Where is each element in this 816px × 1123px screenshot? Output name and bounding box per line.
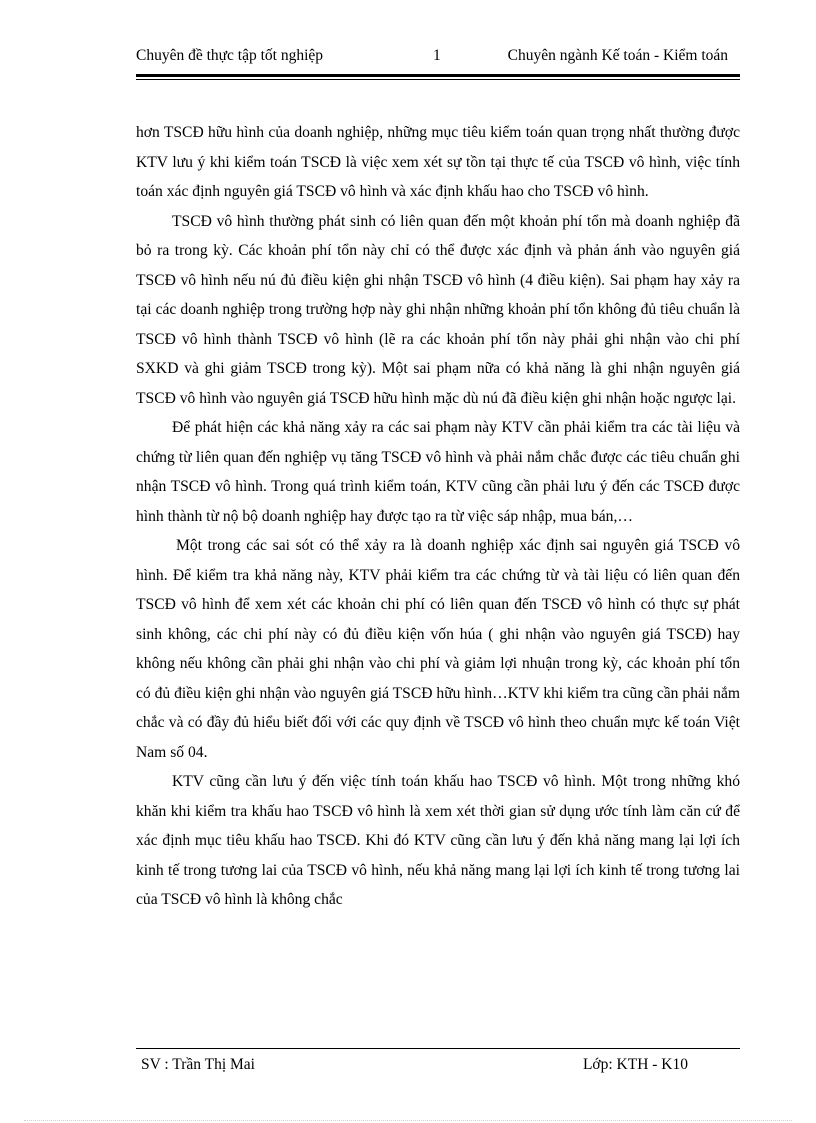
page-edge-dots — [24, 1120, 792, 1121]
footer-student: SV : Trần Thị Mai — [141, 1056, 255, 1073]
body-text — [136, 118, 740, 915]
paragraph: Để phát hiện các khả năng xảy ra các sai phạm này KTV cần phải kiểm tra các tài liệu và chứng từ liên quan đến nghiệp vụ tăng TSCĐ vô hình và phải nắm chắc được các tiêu chuẩn ghi nhận TSCĐ vô hình. Trong quá trình kiểm toán, KTV cũng cần phải lưu ý đến các TSCĐ được hình thành từ nộ bộ doanh nghiệp hay được tạo ra từ việc sáp nhập, mua bán,… — [136, 419, 740, 525]
header-major: Chuyên ngành Kế toán - Kiểm toán — [507, 47, 728, 64]
paragraph: TSCĐ vô hình thường phát sinh có liên quan đến một khoản phí tổn mà doanh nghiệp đã bỏ ra trong kỳ. Các khoản phí tổn này chỉ có thể được xác định và phản ánh vào nguyên giá TSCĐ vô hình nếu nú đủ điều kiện ghi nhận TSCĐ vô hình (4 điều kiện). Sai phạm hay xảy ra tại các doanh nghiệp trong trường hợp này ghi nhận những khoản phí tổn không đủ tiêu chuẩn là TSCĐ vô hình thành TSCĐ vô hình (lẽ ra các khoản phí tổn này phải ghi nhận vào chi phí SXKD và ghi giảm TSCĐ trong kỳ). Một sai phạm nữa có khả năng là ghi nhận nguyên giá TSCĐ vô hình vào nguyên giá TSCĐ hữu hình mặc dù nú đã điều kiện ghi nhận hoặc ngược lại. — [136, 212, 740, 407]
paragraph: Một trong các sai sót có thể xảy ra là doanh nghiệp xác định sai nguyên giá TSCĐ vô hình. Để kiểm tra khả năng này, KTV phải kiểm tra các chứng từ và tài liệu có liên quan đến TSCĐ vô hình để xem xét các khoản chi phí có liên quan đến TSCĐ vô hình có thực sự phát sinh không, các chi phí này có đủ điều kiện vốn húa ( ghi nhận vào nguyên giá TSCĐ) hay không nếu không cần phải ghi nhận vào chi phí và giảm lợi nhuận trong kỳ, các khoản phí tổn có đủ điều kiện ghi nhận vào nguyên giá TSCĐ hữu hình…KTV khi kiểm tra cũng cần phải nắm chắc và có đầy đủ hiểu biết đối với các quy định về TSCĐ vô hình theo chuẩn mực kế toán Việt Nam số 04. — [136, 537, 740, 761]
header-rule-thick — [136, 74, 740, 77]
paragraph: hơn TSCĐ hữu hình của doanh nghiệp, những mục tiêu kiểm toán quan trọng nhất thường được KTV lưu ý khi kiểm toán TSCĐ là việc xem xét sự tồn tại thực tế của TSCĐ vô hình, việc tính toán xác định nguyên giá TSCĐ vô hình và xác định khấu hao cho TSCĐ vô hình. — [136, 124, 740, 200]
page-number: 1 — [433, 47, 441, 64]
header-rule-thin — [136, 79, 740, 80]
footer-rule — [136, 1048, 740, 1049]
paragraph: KTV cũng cần lưu ý đến việc tính toán khấu hao TSCĐ vô hình. Một trong những khó khăn khi kiểm tra khấu hao TSCĐ vô hình là xem xét thời gian sử dụng ước tính làm căn cứ để xác định mục tiêu khấu hao TSCĐ. Khi đó KTV cũng cần lưu ý đến khả năng mang lại lợi ích kinh tế trong tương lai của TSCĐ vô hình, nếu khả năng mang lại lợi ích kinh tế trong tương lai của TSCĐ vô hình là không chắc — [136, 773, 740, 908]
page-header — [136, 47, 740, 69]
footer-class: Lớp: KTH - K10 — [582, 1056, 688, 1073]
header-title: Chuyên đề thực tập tốt nghiệp — [136, 47, 324, 64]
page-footer — [136, 1056, 740, 1078]
